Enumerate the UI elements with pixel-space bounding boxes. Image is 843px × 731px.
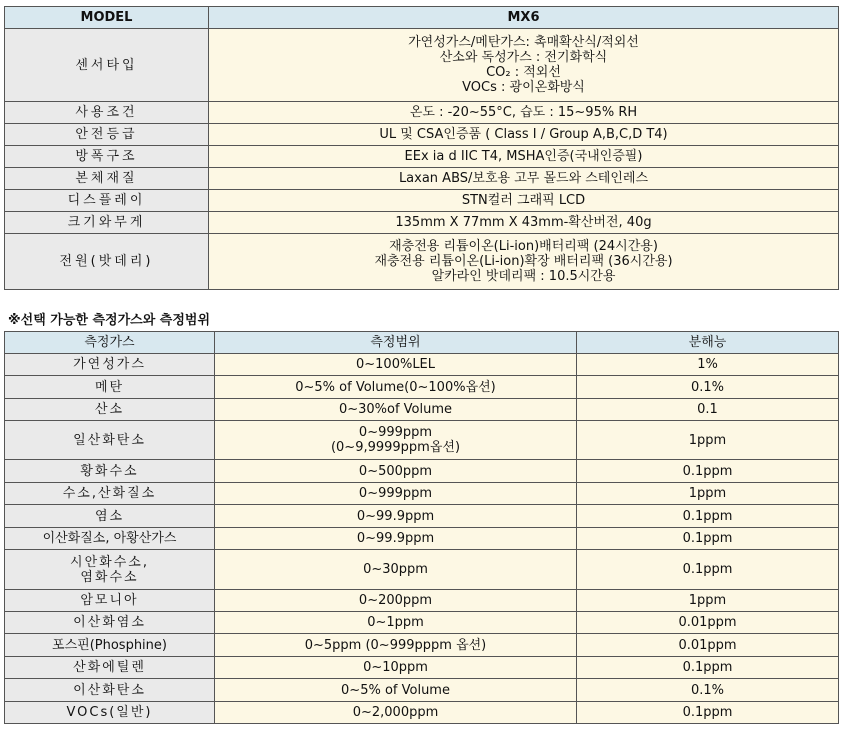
gas-range: 0~5% of Volume(0~100%옵션) <box>215 376 577 399</box>
gas-resolution: 0.1ppm <box>577 528 839 550</box>
gas-name: 염소 <box>5 505 215 528</box>
spec-label: 센서타입 <box>5 29 209 102</box>
gas-name: 가연성가스 <box>5 354 215 376</box>
spec-value: 135mm X 77mm X 43mm-확산버전, 40g <box>209 212 839 234</box>
spec-label: 디스플레이 <box>5 190 209 212</box>
gas-resolution: 0.1% <box>577 376 839 399</box>
spec-value <box>209 29 839 102</box>
gas-name: 암모니아 <box>5 590 215 612</box>
spec-value: 온도 : -20~55°C, 습도 : 15~95% RH <box>209 102 839 124</box>
spec-row-power-battery <box>5 234 839 290</box>
table-row <box>5 354 839 376</box>
gas-range: 0~99.9ppm <box>215 505 577 528</box>
gas-resolution: 1% <box>577 354 839 376</box>
gas-range: 0~500ppm <box>215 460 577 483</box>
spec-value: STN컬러 그래픽 LCD <box>209 190 839 212</box>
gas-name: 일산화탄소 <box>5 421 215 460</box>
table-row <box>5 657 839 679</box>
gas-range: 0~200ppm <box>215 590 577 612</box>
table-row <box>5 376 839 399</box>
column-header-gas: 측정가스 <box>5 332 215 354</box>
gas-resolution: 0.1 <box>577 399 839 421</box>
gas-name <box>5 550 215 590</box>
table-row <box>5 399 839 421</box>
gas-resolution: 1ppm <box>577 483 839 505</box>
gas-range-line: 0~999ppm <box>358 425 433 440</box>
gas-name: 메탄 <box>5 376 215 399</box>
gas-range: 0~100%LEL <box>215 354 577 376</box>
table-row <box>5 483 839 505</box>
gas-resolution: 0.1ppm <box>577 657 839 679</box>
spec-label: 방폭구조 <box>5 146 209 168</box>
gas-range-line: (0~9,9999ppm옵션) <box>330 440 461 455</box>
gas-range: 0~5ppm (0~999pppm 옵션) <box>215 634 577 657</box>
gas-name: 산소 <box>5 399 215 421</box>
gas-range: 0~999ppm <box>215 483 577 505</box>
spec-label: 안전등급 <box>5 124 209 146</box>
table-row <box>5 421 839 460</box>
table-row <box>5 460 839 483</box>
model-label: MODEL <box>5 7 209 29</box>
gas-name: 포스핀(Phosphine) <box>5 634 215 657</box>
gas-resolution: 0.1ppm <box>577 505 839 528</box>
spec-value: Laxan ABS/보호용 고무 몰드와 스테인레스 <box>209 168 839 190</box>
gas-name: 수소,산화질소 <box>5 483 215 505</box>
spec-label: 사용조건 <box>5 102 209 124</box>
spec-row-explosion-proof <box>5 146 839 168</box>
spec-label: 본체재질 <box>5 168 209 190</box>
gas-resolution: 1ppm <box>577 590 839 612</box>
gas-resolution: 0.1% <box>577 679 839 702</box>
table-row <box>5 505 839 528</box>
gas-range: 0~5% of Volume <box>215 679 577 702</box>
gas-name-line: 염화수소 <box>80 569 139 585</box>
spec-line: 재충전용 리튬이온(Li-ion)배터리팩 (24시간용) <box>389 239 658 254</box>
gas-header-row <box>5 332 839 354</box>
spec-line: 알카라인 밧데리팩 : 10.5시간용 <box>431 269 616 284</box>
gas-range: 0~2,000ppm <box>215 702 577 724</box>
spec-line: VOCs : 광이온화방식 <box>462 80 585 95</box>
gas-name: 이산화탄소 <box>5 679 215 702</box>
table-row <box>5 528 839 550</box>
spec-row-operating-conditions <box>5 102 839 124</box>
table-row <box>5 634 839 657</box>
spec-row-display <box>5 190 839 212</box>
table-row <box>5 612 839 634</box>
column-header-resolution: 분해능 <box>577 332 839 354</box>
gas-name-line: 시안화수소, <box>70 554 149 570</box>
gas-name: VOCs(일반) <box>5 702 215 724</box>
gas-range-table <box>4 331 839 724</box>
spec-value <box>209 234 839 290</box>
spec-row-body-material <box>5 168 839 190</box>
gas-range: 0~30%of Volume <box>215 399 577 421</box>
model-spec-table <box>4 6 839 290</box>
gas-name: 이산화염소 <box>5 612 215 634</box>
gas-name: 산화에틸렌 <box>5 657 215 679</box>
spec-row-sensor-type <box>5 29 839 102</box>
gas-range: 0~30ppm <box>215 550 577 590</box>
column-header-range: 측정범위 <box>215 332 577 354</box>
spec-label: 전원(밧데리) <box>5 234 209 290</box>
gas-range: 0~1ppm <box>215 612 577 634</box>
gas-range: 0~10ppm <box>215 657 577 679</box>
gas-name: 이산화질소, 아황산가스 <box>5 528 215 550</box>
spec-value: UL 및 CSA인증품 ( Class I / Group A,B,C,D T4) <box>209 124 839 146</box>
table-row <box>5 590 839 612</box>
gas-resolution: 0.1ppm <box>577 702 839 724</box>
model-value: MX6 <box>209 7 839 29</box>
gas-resolution: 0.01ppm <box>577 612 839 634</box>
gas-resolution: 0.01ppm <box>577 634 839 657</box>
spec-value: EEx ia d IIC T4, MSHA인증(국내인증필) <box>209 146 839 168</box>
spec-header-row <box>5 7 839 29</box>
spec-row-safety-rating <box>5 124 839 146</box>
gas-resolution: 0.1ppm <box>577 460 839 483</box>
gas-name: 황화수소 <box>5 460 215 483</box>
gas-range <box>215 421 577 460</box>
selectable-gases-note: ※선택 가능한 측정가스와 측정범위 <box>8 313 211 328</box>
gas-resolution: 0.1ppm <box>577 550 839 590</box>
spec-line: CO₂ : 적외선 <box>486 65 561 80</box>
gas-range: 0~99.9ppm <box>215 528 577 550</box>
spec-label: 크기와무게 <box>5 212 209 234</box>
spec-row-size-weight <box>5 212 839 234</box>
table-row <box>5 679 839 702</box>
spec-line: 재충전용 리튬이온(Li-ion)확장 배터리팩 (36시간용) <box>374 254 673 269</box>
gas-resolution: 1ppm <box>577 421 839 460</box>
spec-line: 산소와 독성가스 : 전기화학식 <box>439 50 608 65</box>
table-row <box>5 702 839 724</box>
table-row <box>5 550 839 590</box>
spec-line: 가연성가스/메탄가스: 촉매확산식/적외선 <box>408 35 639 50</box>
